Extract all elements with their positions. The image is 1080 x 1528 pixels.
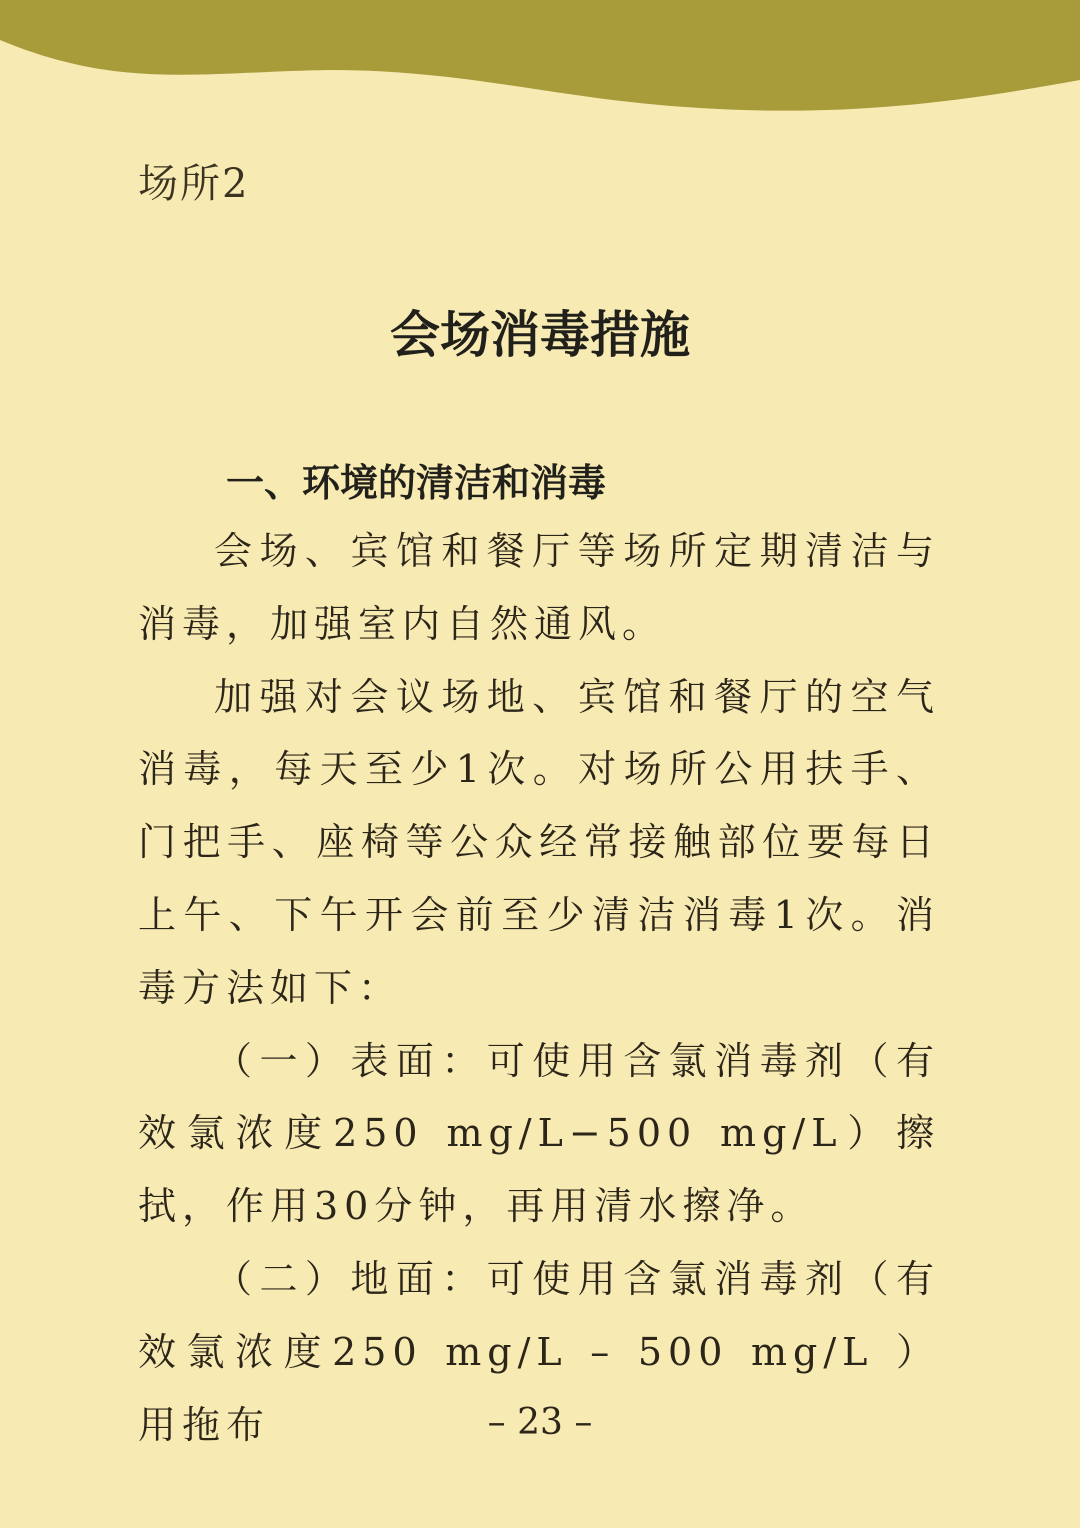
header-wave-decoration: [0, 0, 1080, 120]
body-text: [138, 515, 940, 1461]
paragraph: （一）表面：可使用含氯消毒剂（有效氯浓度250 mg/L−500 mg/L）擦拭，作用30分钟，再用清水擦净。: [138, 1038, 940, 1229]
paragraph: （二）地面：可使用含氯消毒剂（有效氯浓度250 mg/L – 500 mg/L ）用拖布: [138, 1256, 940, 1447]
paragraph: 加强对会议场地、宾馆和餐厅的空气消毒，每天至少1次。对场所公用扶手、门把手、座椅等公众经常接触部位要每日上午、下午开会前至少清洁消毒1次。消毒方法如下：: [138, 674, 940, 1010]
section-heading: 一、环境的清洁和消毒: [226, 461, 607, 505]
page-number: – 23 –: [487, 1402, 593, 1443]
paragraph: 会场、宾馆和餐厅等场所定期清洁与消毒，加强室内自然通风。: [138, 529, 940, 646]
section-label: 场所2: [138, 161, 250, 207]
page-title: 会场消毒措施: [390, 306, 690, 364]
